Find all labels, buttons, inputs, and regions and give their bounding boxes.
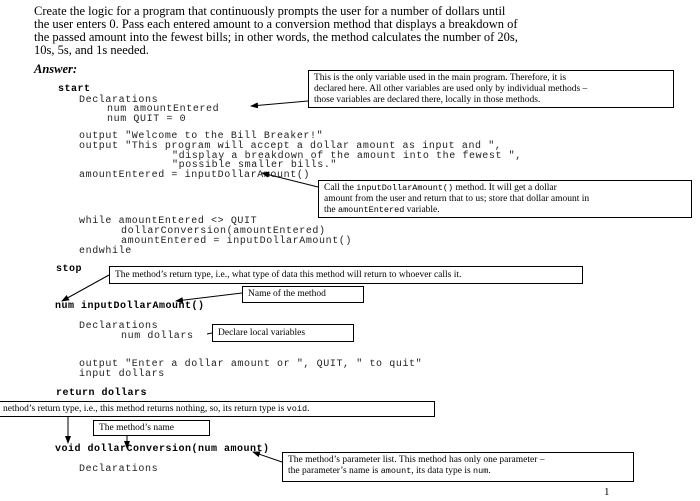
arrow-to-parameter — [253, 452, 282, 462]
code-stop: stop — [56, 264, 83, 275]
code-output-enter: output "Enter a dollar amount or ", QUIT, " to quit" — [79, 359, 423, 370]
code-assign-amount: amountEntered = inputDollarAmount() — [79, 170, 311, 181]
intro-line-3: the passed amount into the fewest bills; in other words, the method calculates the number of 20s, — [34, 30, 518, 44]
note-param-text-2b: , its data type is — [411, 466, 474, 476]
answer-label: Answer: — [34, 62, 78, 76]
note-method-name-2: The method’s name — [93, 420, 210, 436]
code-decl-dollars: num dollars — [121, 331, 194, 342]
page-number: 1 — [604, 486, 610, 498]
code-loop-input: amountEntered = inputDollarAmount() — [121, 236, 353, 247]
code-output-program-2: "display a breakdown of the amount into the fewest ", — [172, 151, 522, 162]
code-declarations-method2: Declarations — [79, 464, 159, 475]
code-while: while amountEntered <> QUIT — [79, 216, 258, 227]
code-loop-conversion: dollarConversion(amountEntered) — [121, 226, 326, 237]
intro-line-1: Create the logic for a program that continuously prompts the user for a number of dollars until — [34, 4, 506, 18]
note-return-type: The method’s return type, i.e., what type of data this method will return to whoever calls it. — [109, 266, 583, 284]
note-main-variable-line-3: those variables are declared there, locally in those methods. — [314, 95, 541, 105]
code-method2-header: void dollarConversion(num amount) — [55, 444, 270, 455]
note-void-code: void — [286, 404, 308, 414]
note-param-line-1: The method’s parameter list. This method has only one parameter – — [288, 455, 545, 465]
code-endwhile: endwhile — [79, 246, 132, 257]
note-param-code-name: amount — [380, 466, 412, 476]
note-main-variable-line-1: This is the only variable used in the main program. Therefore, it is — [314, 73, 567, 83]
code-start: start — [58, 84, 91, 95]
code-declarations-main: Declarations — [79, 95, 159, 106]
note-void-end: . — [307, 404, 310, 414]
code-return: return dollars — [56, 388, 148, 399]
note-method-name: Name of the method — [242, 286, 364, 303]
arrow-to-method-name — [176, 293, 242, 301]
arrow-to-amount-entered — [251, 101, 308, 106]
code-method1-header: num inputDollarAmount() — [55, 301, 205, 312]
note-local-variables: Declare local variables — [212, 324, 354, 342]
note-call-code-3: amountEntered — [337, 205, 405, 215]
note-call-text-1a: Call the — [324, 183, 357, 193]
arrow-to-input-call — [262, 173, 318, 187]
note-param-text-2c: . — [488, 466, 491, 476]
note-param-text-2a: the parameter’s name is — [288, 466, 381, 476]
intro-line-2: the user enters 0. Pass each entered amount to a conversion method that displays a breakdown of — [34, 17, 518, 31]
arrow-to-return-type — [62, 275, 109, 301]
code-output-program-3: "possible smaller bills." — [172, 160, 338, 171]
note-call-text-3a: the — [324, 205, 338, 215]
code-decl-quit: num QUIT = 0 — [107, 114, 187, 125]
note-call-text-2: amount from the user and return that to us; store that dollar amount in — [324, 194, 590, 204]
code-output-program: output "This program will accept a dollar amount as input and ", — [79, 141, 502, 152]
note-main-variable-line-2: declared here. All other variables are used only by individual methods – — [314, 84, 588, 94]
code-decl-amount-entered: num amountEntered — [107, 104, 220, 115]
note-call-text-3b: variable. — [404, 205, 440, 215]
note-call-text-1b: method. It will get a dollar — [453, 183, 557, 193]
note-param-code-type: num — [473, 466, 489, 476]
code-declarations-method1: Declarations — [79, 321, 159, 332]
arrow-to-local-vars — [207, 333, 212, 334]
code-output-welcome: output "Welcome to the Bill Breaker!" — [79, 131, 324, 142]
code-input-dollars: input dollars — [79, 369, 165, 380]
note-void-text: nethod’s return type, i.e., this method returns nothing, so, its return type is — [3, 404, 287, 414]
note-call-code-1: inputDollarAmount() — [356, 183, 454, 193]
intro-line-4: 10s, 5s, and 1s needed. — [34, 43, 149, 57]
